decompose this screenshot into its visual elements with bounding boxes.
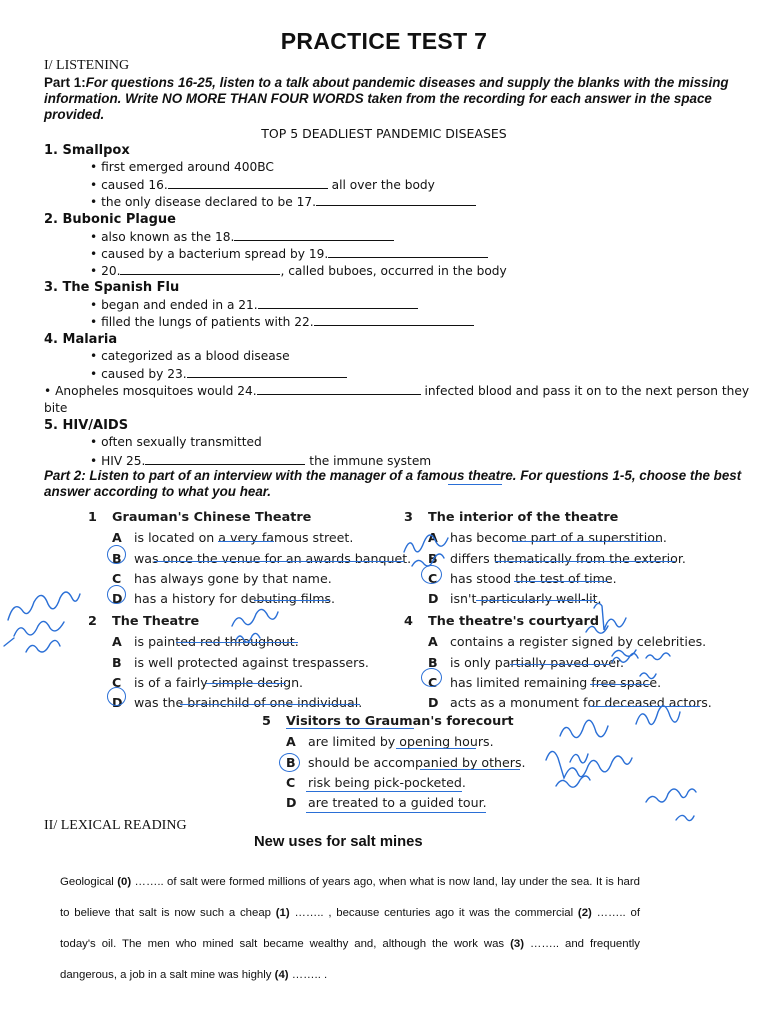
option-text: isn't particularly well-lit.	[450, 591, 602, 607]
option-letter: A	[112, 530, 122, 546]
option-letter: A	[286, 734, 296, 750]
option-letter: B	[112, 550, 122, 566]
answer-blank[interactable]	[234, 228, 394, 241]
disease-heading: 5. HIV/AIDS	[44, 418, 129, 434]
option-text: differs thematically from the exterior.	[450, 550, 686, 566]
list-item-tail: the immune system	[305, 453, 432, 468]
option-letter: C	[112, 674, 122, 690]
answer-blank[interactable]	[120, 262, 280, 275]
list-title: TOP 5 DEADLIEST PANDEMIC DISEASES	[261, 126, 507, 141]
part2-label: Part 2:	[44, 468, 86, 483]
option-text: is well protected against trespassers.	[134, 654, 369, 670]
question-number: 4	[404, 614, 413, 629]
passage-text: Geological	[60, 876, 118, 888]
list-item	[44, 434, 764, 451]
list-item-text: • first emerged around 400BC	[90, 160, 274, 175]
option-letter: D	[428, 591, 439, 607]
option-letter: C	[428, 674, 438, 690]
option-text: are limited by opening hours.	[308, 734, 494, 750]
option-letter: C	[112, 570, 122, 586]
option-text: should be accompanied by others.	[308, 754, 526, 770]
answer-blank[interactable]	[257, 382, 421, 395]
option-letter: B	[428, 654, 438, 670]
option-text: risk being pick-pocketed.	[308, 774, 466, 790]
part1-label: Part 1:	[44, 75, 86, 90]
passage-text: …….. .	[288, 969, 328, 981]
option-text: has become part of a superstition.	[450, 530, 667, 546]
list-item	[44, 296, 764, 313]
list-item	[44, 193, 764, 210]
option-text: has stood the test of time.	[450, 570, 617, 586]
reading-title: New uses for salt mines	[254, 834, 423, 850]
option-text: is of a fairly simple design.	[134, 674, 304, 690]
disease-heading: 2. Bubonic Plague	[44, 211, 176, 227]
option-text: contains a register signed by celebrities.	[450, 634, 707, 650]
part1-text: For questions 16-25, listen to a talk about pandemic diseases and supply the blanks with the missing information. Write NO MORE THAN FOUR WORDS taken from the recording for each answer in the space provided.	[44, 75, 729, 123]
option-text: was once the venue for an awards banquet.	[134, 550, 412, 566]
list-item	[44, 452, 764, 469]
reading-passage	[60, 867, 640, 991]
section-lexical-reading: II/ LEXICAL READING	[44, 818, 187, 833]
question-number: 5	[262, 714, 271, 729]
answer-blank[interactable]	[258, 296, 418, 309]
answer-blank[interactable]	[316, 193, 476, 206]
list-item-tail: all over the body	[327, 178, 435, 193]
passage-text: …….. , because centuries ago it was the commercial	[289, 907, 578, 919]
gap-number: (1)	[275, 907, 290, 919]
handwriting-scribbles	[0, 500, 768, 860]
question-number: 1	[88, 510, 97, 525]
answer-blank[interactable]	[168, 176, 328, 189]
list-item-text: • the only disease declared to be 17.	[90, 195, 316, 210]
list-item	[44, 262, 764, 279]
option-text: has limited remaining free space.	[450, 674, 662, 690]
option-letter: B	[286, 754, 296, 770]
option-text: is painted red throughout.	[134, 634, 299, 650]
list-item-text: • caused by 23.	[90, 366, 187, 381]
list-item	[44, 159, 764, 176]
part2-text: Listen to part of an interview with the manager of a famous theatre. For questions 1-5, choose the best answer according to what you hear.	[44, 468, 742, 500]
question-title: The Theatre	[112, 614, 200, 629]
list-item-tail: , called buboes, occurred in the body	[280, 263, 507, 278]
list-item	[44, 228, 764, 245]
option-text: was the brainchild of one individual.	[134, 695, 363, 711]
part1-instruction	[44, 75, 744, 124]
list-item-text: • categorized as a blood disease	[90, 348, 290, 363]
list-item-tail: infected blood and pass it on to the next person they bite	[44, 383, 750, 416]
pen-underline	[448, 484, 502, 485]
option-text: has a history for debuting films.	[134, 591, 336, 607]
question-title: Visitors to Grauman's forecourt	[286, 714, 514, 729]
list-item-text: • caused 16.	[90, 178, 168, 193]
question-number: 3	[404, 510, 413, 525]
list-item-text: • HIV 25.	[90, 453, 146, 468]
option-letter: B	[112, 654, 122, 670]
section-listening: I/ LISTENING	[44, 58, 130, 73]
list-item	[44, 313, 764, 330]
list-item	[44, 348, 764, 365]
answer-blank[interactable]	[187, 365, 347, 378]
option-text: is located on a very famous street.	[134, 530, 354, 546]
question-title: The theatre's courtyard	[428, 614, 599, 629]
list-item-text: • also known as the 18.	[90, 229, 235, 244]
option-letter: A	[112, 634, 122, 650]
list-item-text: • Anopheles mosquitoes would 24.	[44, 383, 257, 398]
disease-heading: 3. The Spanish Flu	[44, 280, 180, 296]
passage-text: …….. of salt were formed millions of years ago, when what is now land, lay under the sea. It is hard to believe that salt is now such a cheap	[60, 876, 640, 919]
question-number: 2	[88, 614, 97, 629]
question-title: Grauman's Chinese Theatre	[112, 510, 312, 525]
option-letter: D	[286, 795, 297, 811]
option-text: has always gone by that name.	[134, 570, 332, 586]
option-letter: D	[428, 695, 439, 711]
list-item	[44, 245, 764, 262]
option-text: acts as a monument for deceased actors.	[450, 695, 712, 711]
passage-text: …….. and frequently dangerous, a job in a salt mine was highly	[60, 938, 640, 981]
option-letter: B	[428, 550, 438, 566]
option-text: are treated to a guided tour.	[308, 795, 487, 811]
list-item	[44, 365, 764, 382]
list-item	[44, 176, 764, 193]
passage-text: …….. of today's oil. The men who mined salt became wealthy and, although the work was	[60, 907, 640, 950]
option-letter: C	[286, 774, 296, 790]
option-text: is only partially paved over.	[450, 654, 625, 670]
answer-blank[interactable]	[328, 245, 488, 258]
list-item-extra	[44, 382, 764, 417]
disease-list	[44, 142, 764, 469]
option-letter: A	[428, 634, 438, 650]
list-item-text: • caused by a bacterium spread by 19.	[90, 246, 329, 261]
list-item-text: • began and ended in a 21.	[90, 298, 258, 313]
list-item-text: • 20.	[90, 263, 121, 278]
part2-instruction	[44, 468, 744, 501]
list-item-text: • filled the lungs of patients with 22.	[90, 315, 314, 330]
option-letter: D	[112, 591, 123, 607]
disease-heading: 4. Malaria	[44, 331, 118, 347]
page-title: PRACTICE TEST 7	[280, 28, 488, 54]
gap-number: (2)	[577, 907, 592, 919]
gap-number: (0)	[117, 876, 132, 888]
question-title: The interior of the theatre	[428, 510, 619, 525]
option-letter: D	[112, 695, 123, 711]
disease-heading: 1. Smallpox	[44, 143, 130, 158]
option-letter: A	[428, 530, 438, 546]
option-letter: C	[428, 570, 438, 586]
answer-blank[interactable]	[314, 313, 474, 326]
gap-number: (4)	[274, 969, 289, 981]
list-item-text: • often sexually transmitted	[90, 435, 262, 450]
gap-number: (3)	[510, 938, 524, 950]
answer-blank[interactable]	[145, 452, 305, 465]
